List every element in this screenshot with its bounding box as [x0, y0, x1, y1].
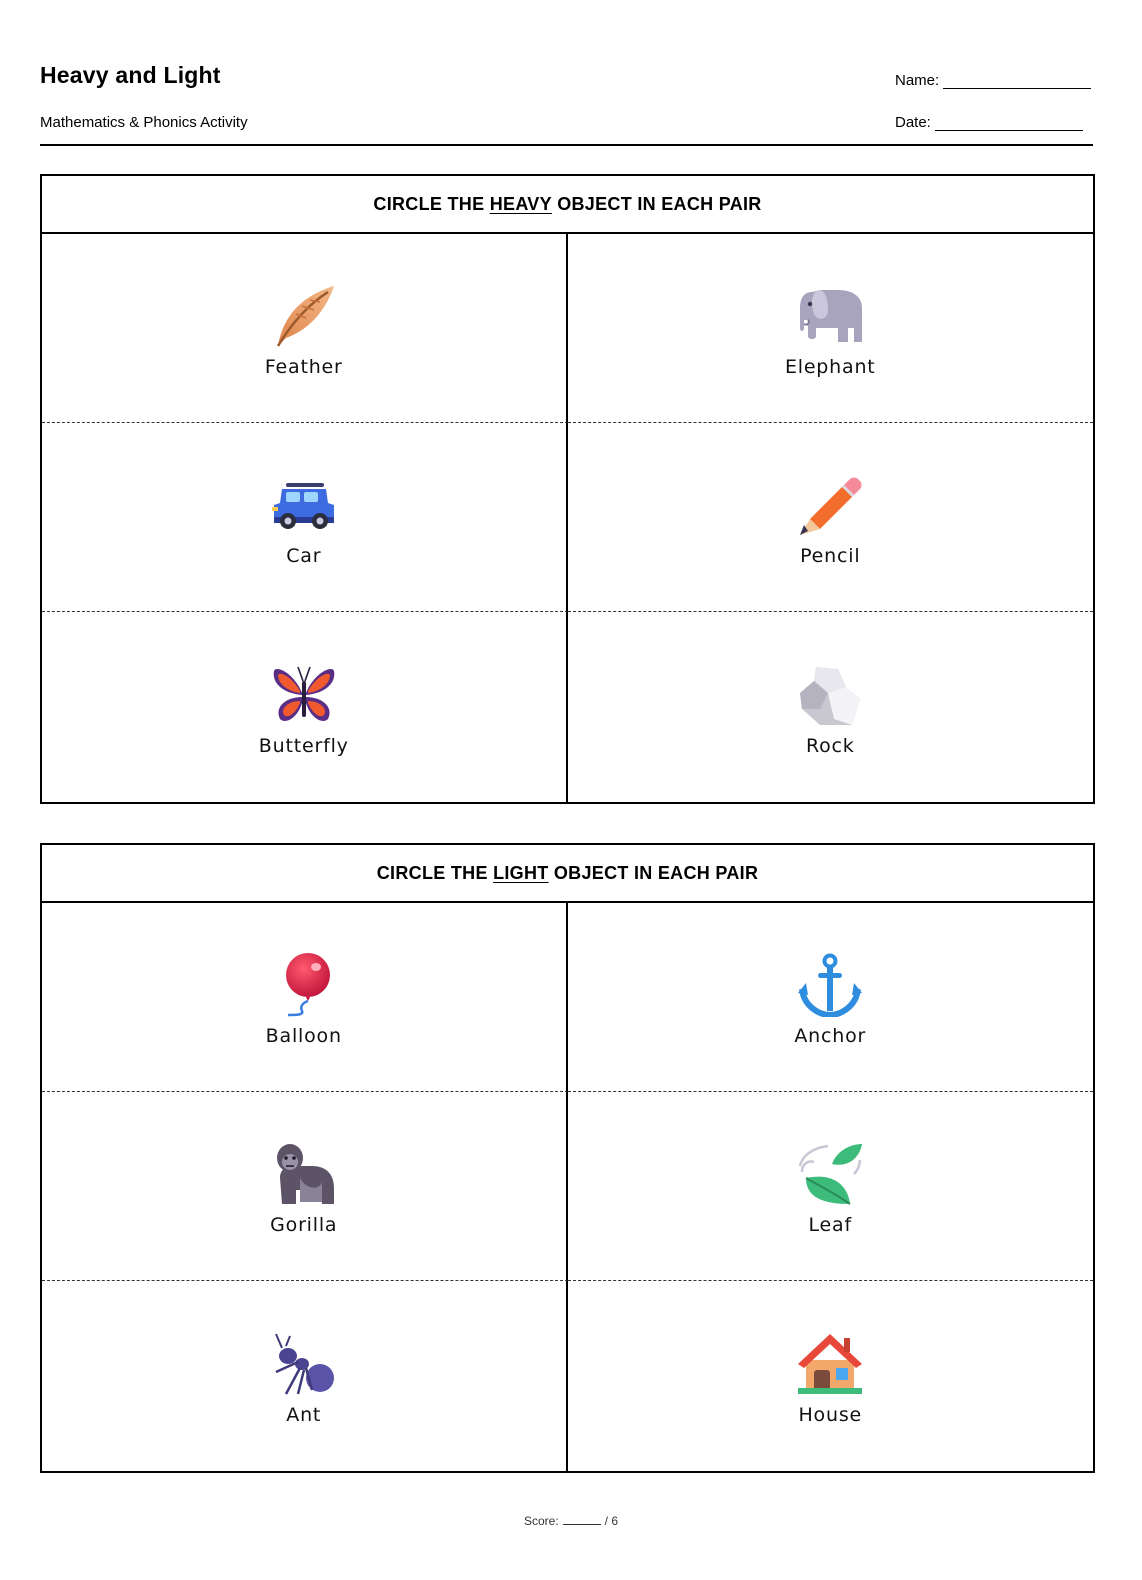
score-label: Score:: [523, 1514, 559, 1528]
pencil-icon: [798, 473, 862, 537]
car-icon: [272, 473, 336, 537]
date-label: Date:: [895, 114, 931, 131]
score-total: / 6: [604, 1514, 619, 1528]
choice-butterfly[interactable]: [42, 612, 568, 802]
item-label: Balloon: [265, 1025, 342, 1047]
choice-feather[interactable]: [42, 234, 568, 423]
heading-keyword: HEAVY: [489, 193, 552, 214]
heavy-section-heading: [42, 176, 1093, 234]
light-section: [40, 843, 1095, 1473]
anchor-icon: [798, 953, 862, 1017]
name-field[interactable]: [895, 72, 1091, 89]
item-label: Pencil: [800, 545, 861, 567]
balloon-icon: [272, 953, 336, 1017]
score-field: [0, 1513, 1142, 1528]
item-label: Elephant: [784, 356, 876, 378]
heading-keyword: LIGHT: [493, 862, 549, 883]
elephant-icon: [798, 284, 862, 348]
choice-balloon[interactable]: [42, 903, 568, 1092]
item-label: Anchor: [794, 1025, 867, 1047]
choice-leaf[interactable]: [568, 1092, 1094, 1281]
feather-icon: [272, 284, 336, 348]
page-subtitle: Mathematics & Phonics Activity: [40, 114, 248, 131]
choice-anchor[interactable]: [568, 903, 1094, 1092]
heading-text: CIRCLE THE: [376, 862, 494, 883]
gorilla-icon: [272, 1142, 336, 1206]
choice-car[interactable]: [42, 423, 568, 612]
choice-gorilla[interactable]: [42, 1092, 568, 1281]
item-label: Feather: [264, 356, 343, 378]
choice-ant[interactable]: [42, 1281, 568, 1471]
item-label: Butterfly: [258, 735, 349, 757]
date-field[interactable]: [895, 114, 1083, 131]
choice-house[interactable]: [568, 1281, 1094, 1471]
name-input-line[interactable]: [943, 72, 1091, 89]
item-label: Car: [286, 545, 322, 567]
heading-text: CIRCLE THE: [373, 193, 490, 214]
butterfly-icon: [272, 663, 336, 727]
item-label: Rock: [805, 735, 855, 757]
date-input-line[interactable]: [935, 114, 1083, 131]
choice-rock[interactable]: [568, 612, 1094, 802]
heavy-section: [40, 174, 1095, 804]
house-icon: [798, 1332, 862, 1396]
worksheet-header: [40, 58, 1093, 146]
score-blank[interactable]: [563, 1513, 601, 1525]
name-label: Name:: [895, 72, 940, 89]
heading-text: OBJECT IN EACH PAIR: [551, 193, 762, 214]
item-label: Gorilla: [270, 1214, 338, 1236]
rock-icon: [798, 663, 862, 727]
leaf-icon: [798, 1142, 862, 1206]
heading-text: OBJECT IN EACH PAIR: [548, 862, 759, 883]
choice-elephant[interactable]: [568, 234, 1094, 423]
item-label: Ant: [286, 1404, 322, 1426]
ant-icon: [272, 1332, 336, 1396]
page-title: Heavy and Light: [40, 62, 221, 88]
choice-pencil[interactable]: [568, 423, 1094, 612]
light-section-heading: [42, 845, 1093, 903]
item-label: Leaf: [808, 1214, 852, 1236]
item-label: House: [798, 1404, 863, 1426]
